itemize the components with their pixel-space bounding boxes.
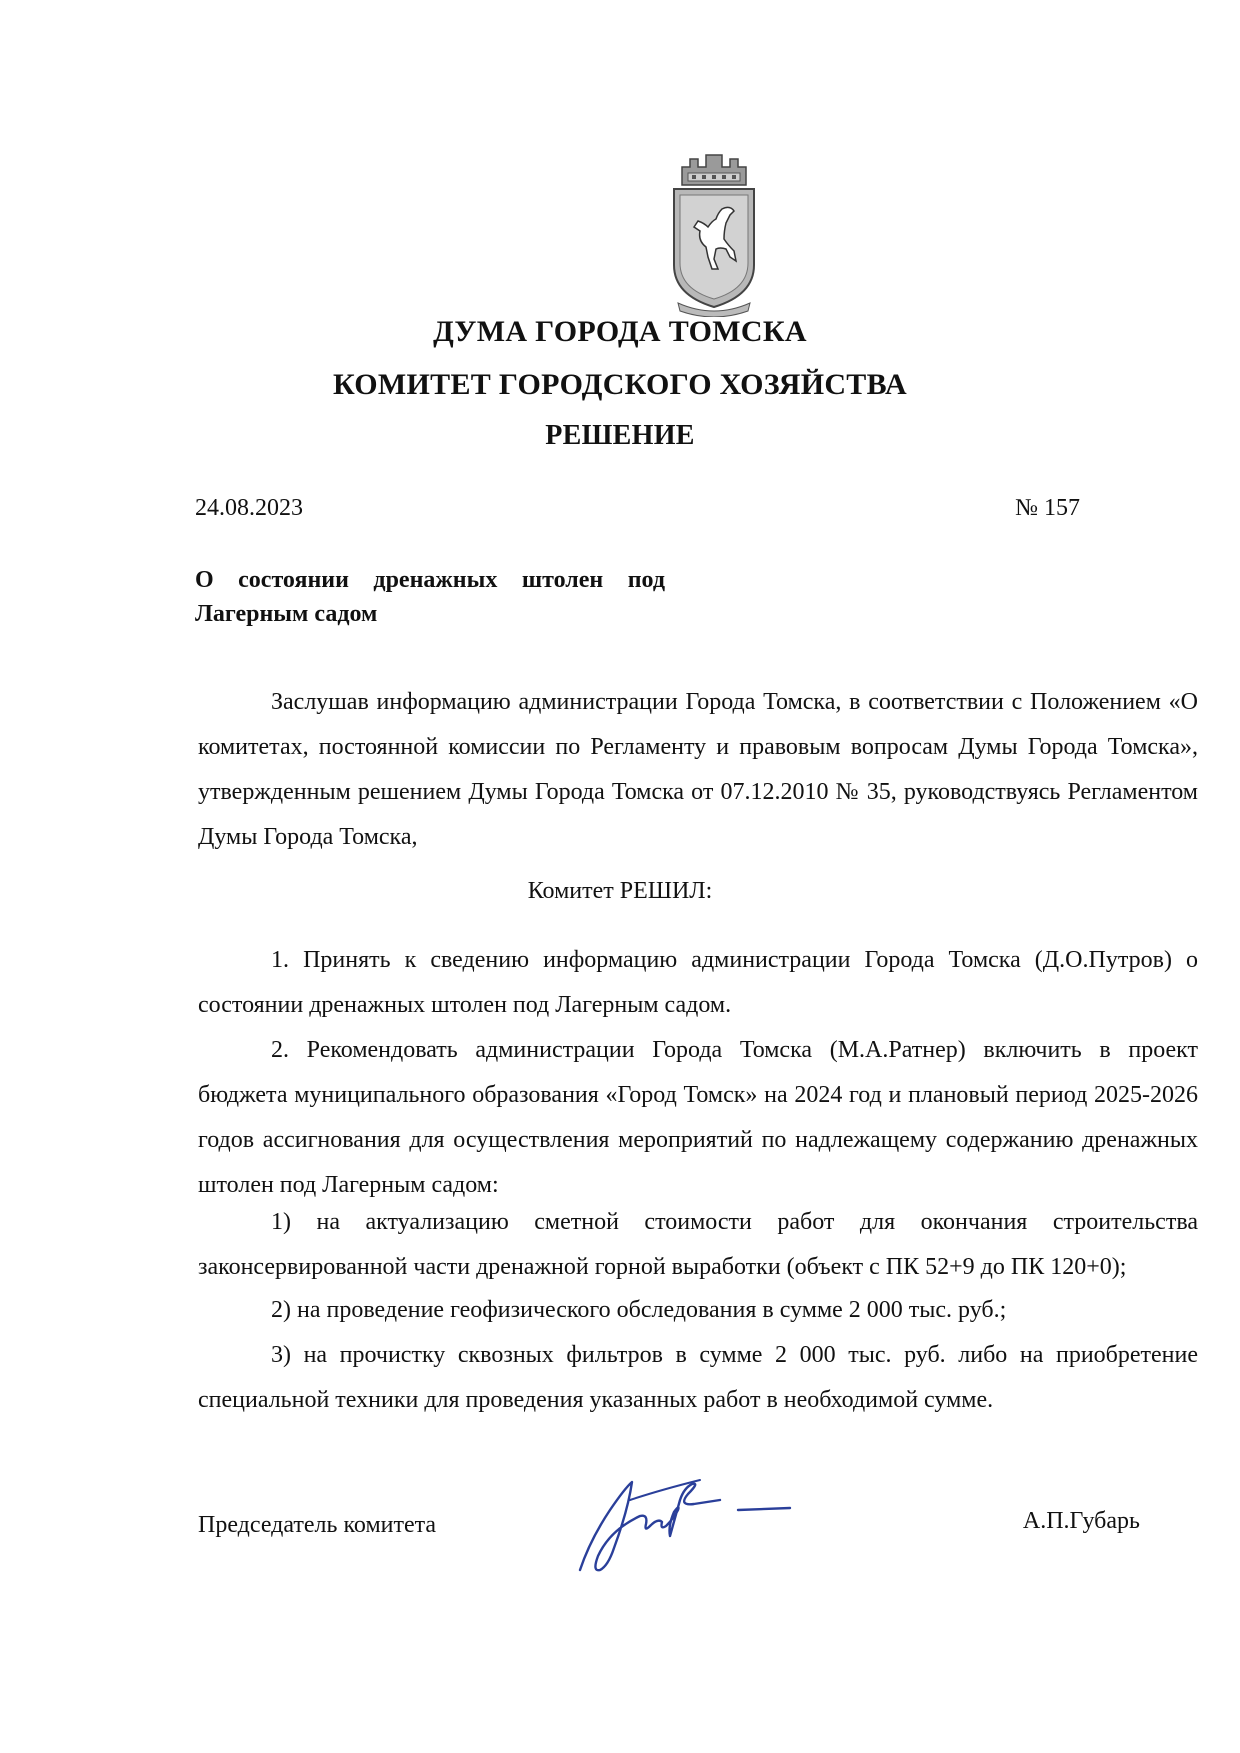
document-subject: О состоянии дренажных штолен под Лагерным садом: [195, 567, 665, 627]
handwritten-signature: [570, 1470, 810, 1580]
document-date: 24.08.2023: [195, 495, 303, 521]
resolution-subitem: 1) на актуализацию сметной стоимости работ для окончания строительства законсервированной части дренажной горной выработки (объект с ПК 52+9 до ПК 120+0);: [198, 1209, 1198, 1280]
resolution-item: 1. Принять к сведению информацию администрации Города Томска (Д.О.Путров) о состоянии дренажных штолен под Лагерным садом.: [198, 947, 1198, 1018]
resolved-heading: Комитет РЕШИЛ:: [527, 878, 713, 904]
tomsk-coat-of-arms-icon: [664, 145, 764, 317]
committee-title: КОМИТЕТ ГОРОДСКОГО ХОЗЯЙСТВА: [332, 368, 908, 401]
intro-paragraph: Заслушав информацию администрации Города Томска, в соответствии с Положением «О комитетах, постоянной комиссии по Регламенту и правовым вопросам Думы Города Томска», утвержденным решением Думы Города Томска от 07.12.2010 № 35, руководствуясь Регламентом Думы Города Томска,: [198, 689, 1198, 850]
resolution-subitem: 3) на прочистку сквозных фильтров в сумме 2 000 тыс. руб. либо на приобретение специальной техники для проведения указанных работ в необходимой сумме.: [198, 1342, 1198, 1413]
document-number: № 157: [1015, 495, 1080, 521]
signer-title: Председатель комитета: [198, 1512, 437, 1538]
resolution-subitem: 2) на проведение геофизического обследования в сумме 2 000 тыс. руб.;: [271, 1297, 1007, 1323]
signer-name: А.П.Губарь: [1022, 1508, 1140, 1534]
organization-title: ДУМА ГОРОДА ТОМСКА: [433, 315, 807, 348]
document-type-title: РЕШЕНИЕ: [545, 420, 695, 451]
resolution-item: 2. Рекомендовать администрации Города Томска (М.А.Ратнер) включить в проект бюджета муниципального образования «Город Томск» на 2024 год и плановый период 2025-2026 годов ассигнования для осуществления мероприятий по надлежащему содержанию дренажных штолен под Лагерным садом:: [198, 1037, 1198, 1198]
